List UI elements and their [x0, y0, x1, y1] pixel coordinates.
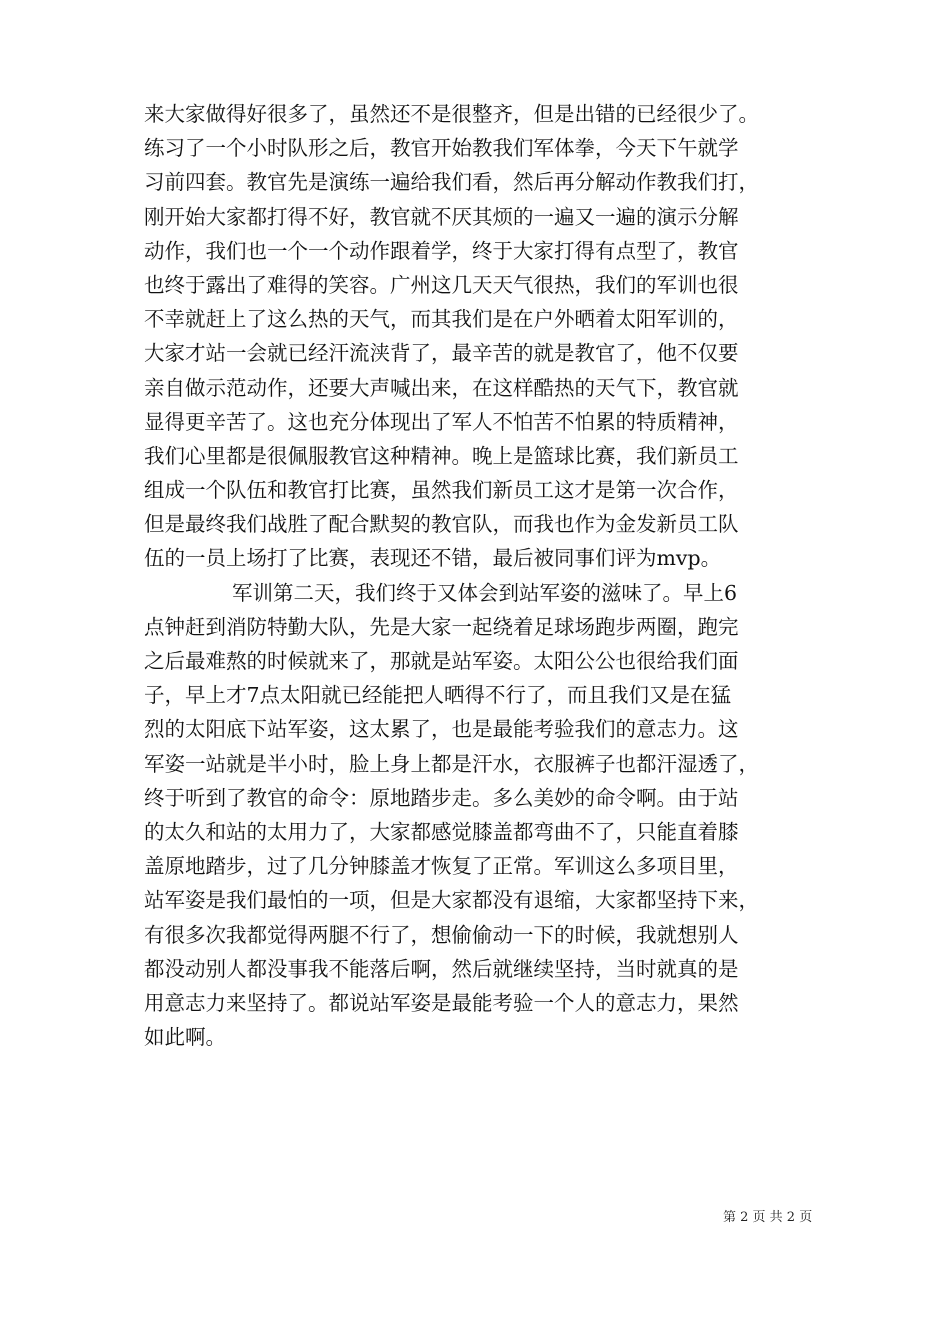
text-line: 有很多次我都觉得两腿不行了，想偷偷动一下的时候，我就想别人: [144, 922, 739, 947]
text-line: 显得更辛苦了。这也充分体现出了军人不怕苦不怕累的特质精神，: [144, 409, 739, 434]
text-line: 动作，我们也一个一个动作跟着学，终于大家打得有点型了，教官: [144, 238, 739, 263]
paragraph-2: [144, 576, 814, 1055]
text-line: 来大家做得好很多了，虽然还不是很整齐，但是出错的已经很少了。: [144, 102, 759, 126]
text-line: 亲自做示范动作，还要大声喊出来，在这样酷热的天气下，教官就: [144, 375, 739, 400]
text-line: 烈的太阳底下站军姿，这太累了，也是最能考验我们的意志力。这: [144, 717, 739, 742]
text-line: 用意志力来坚持了。都说站军姿是最能考验一个人的意志力，果然: [144, 990, 739, 1015]
text-line: 点钟赶到消防特勤大队，先是大家一起绕着足球场跑步两圈，跑完: [144, 614, 739, 639]
text-line: 练习了一个小时队形之后，教官开始教我们军体拳，今天下午就学: [144, 136, 739, 161]
text-line: 伍的一员上场打了比赛，表现还不错，最后被同事们评为mvp。: [144, 546, 722, 571]
text-line: 刚开始大家都打得不好，教官就不厌其烦的一遍又一遍的演示分解: [144, 204, 739, 229]
text-line: 的太久和站的太用力了，大家都感觉膝盖都弯曲不了，只能直着膝: [144, 819, 739, 844]
text-line: 也终于露出了难得的笑容。广州这几天天气很热，我们的军训也很: [144, 272, 739, 297]
text-line: 如此啊。: [144, 1025, 226, 1050]
paragraph-1: [144, 97, 814, 576]
body-text: [144, 97, 814, 1054]
text-line: 之后最难熬的时候就来了，那就是站军姿。太阳公公也很给我们面: [144, 649, 739, 673]
text-line: 盖原地踏步，过了几分钟膝盖才恢复了正常。军训这么多项目里，: [144, 854, 739, 879]
text-line: 大家才站一会就已经汗流浃背了，最辛苦的就是教官了，他不仅要: [144, 341, 739, 366]
text-line: 组成一个队伍和教官打比赛，虽然我们新员工这才是第一次合作，: [144, 478, 739, 503]
text-line-indented: 军训第二天，我们终于又体会到站军姿的滋味了。早上6: [232, 580, 738, 605]
text-line: 军姿一站就是半小时，脸上身上都是汗水，衣服裤子也都汗湿透了，: [144, 751, 759, 776]
text-line: 站军姿是我们最怕的一项，但是大家都没有退缩，大家都坚持下来，: [144, 888, 759, 913]
text-line: 我们心里都是很佩服教官这种精神。晚上是篮球比赛，我们新员工: [144, 443, 739, 468]
text-line: 都没动别人都没事我不能落后啊，然后就继续坚持，当时就真的是: [144, 956, 739, 981]
text-line: 子，早上才7点太阳就已经能把人晒得不行了，而且我们又是在猛: [144, 683, 732, 708]
page-number-footer: 第 2 页 共 2 页: [723, 1210, 813, 1225]
text-line: 终于听到了教官的命令：原地踏步走。多么美妙的命令啊。由于站: [144, 785, 739, 810]
text-line: 习前四套。教官先是演练一遍给我们看，然后再分解动作教我们打，: [144, 170, 759, 195]
text-line: 不幸就赶上了这么热的天气，而其我们是在户外晒着太阳军训的，: [144, 307, 739, 332]
text-line: 但是最终我们战胜了配合默契的教官队，而我也作为金发新员工队: [144, 512, 739, 537]
